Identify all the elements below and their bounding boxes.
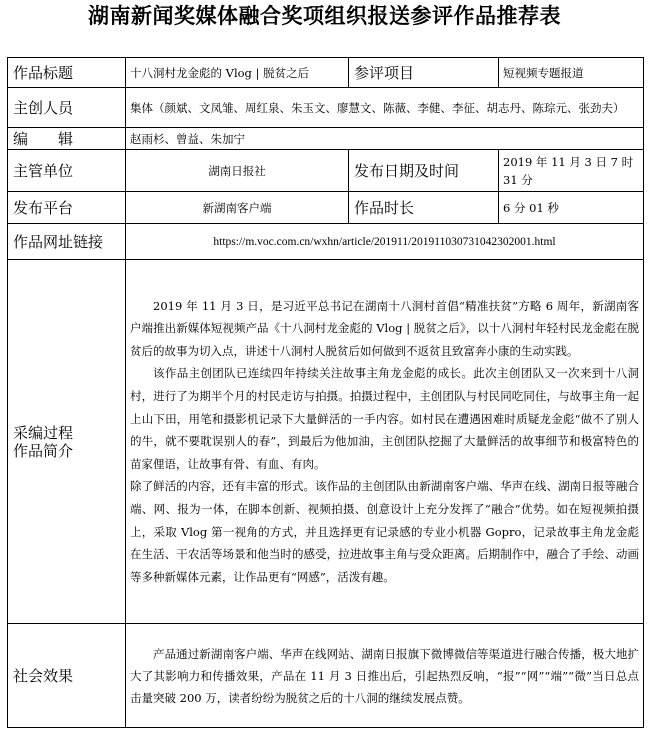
process-label	[8, 260, 126, 624]
process-text	[126, 260, 644, 624]
process-paragraph-1: 2019 年 11 月 3 日，是习近平总书记在湖南十八洞村首倡“精准扶贫”方略 6 周年，新湖南客户端推出新媒体短视频产品《十八洞村龙金彪的 Vlog | 脱贫之后》，以十八洞村年轻村民龙金彪在脱贫后的故事为切入点，讲述十八洞村人脱贫后如何做到不返贫且致富奔小康的生动实践。	[130, 298, 639, 358]
platform-label: 发布平台	[8, 192, 126, 224]
url-label: 作品网址链接	[8, 224, 126, 260]
publish-time-label: 发布日期及时间	[349, 150, 499, 192]
category-label: 参评项目	[349, 58, 499, 88]
effect-label: 社会效果	[8, 624, 126, 728]
row-editors	[8, 128, 644, 150]
process-label-line1: 采编过程	[13, 423, 74, 442]
process-paragraph-2: 该作品主创团队已连续四年持续关注故事主角龙金彪的成长。此次主创团队又一次来到十八洞村，进行了为期半个月的村民走访与拍摄。拍摄过程中，主创团队与村民同吃同住，与故事主角一起上山下田，用笔和摄影机记录下大量鲜活的一手内容。如村民在遭遇困难时质疑龙金彪“做不了别人的牛，就不要耽误别人的春”，到最后为他加油，主创团队挖掘了大量鲜活的故事细节和极富特色的苗家俚语，让故事有骨、有血、有肉。	[130, 366, 639, 471]
creators-value: 集体（颜斌、文凤雏、周红泉、朱玉文、廖慧文、陈薇、李健、李征、胡志丹、陈琮元、张劲夫）	[126, 88, 644, 128]
effect-paragraph: 产品通过新湖南客户端、华声在线网站、湖南日报旗下微博微信等渠道进行融合传播，极大地扩大了其影响力和传播效果，产品在 11 月 3 日推出后，引起热烈反响，“报”“网”“端”“微”当日总点击量突破 200 万，读者纷纷为脱贫之后的十八洞的继续发展点赞。	[130, 646, 639, 705]
category-value: 短视频专题报道	[499, 58, 644, 88]
work-title-label: 作品标题	[8, 58, 126, 88]
row-creators	[8, 88, 644, 128]
work-title-value: 十八洞村龙金彪的 Vlog | 脱贫之后	[126, 58, 349, 88]
recommendation-form	[7, 57, 644, 728]
row-work-title	[8, 58, 644, 88]
url-value: https://m.voc.com.cn/wxhn/article/201911/201911030731042302001.html	[126, 224, 644, 260]
row-platform	[8, 192, 644, 224]
organizer-value: 湖南日报社	[126, 150, 349, 192]
process-label-line2: 作品简介	[13, 441, 74, 460]
process-paragraph-3: 除了鲜活的内容，还有丰富的形式。该作品的主创团队由新湖南客户端、华声在线、湖南日报等融合端、网、报为一体，在脚本创新、视频拍摄、创意设计上充分发挥了“融合”优势。如在短视频拍摄上，采取 Vlog 第一视角的方式，并且选择更有记录感的专业小机器 Gopro，记录故事主角龙金彪在生活、干农活等场景和他当时的感受，拉进故事主角与受众距离。后期制作中，融合了手绘、动画等多种新媒体元素，让作品更有“网感”，活泼有趣。	[130, 479, 639, 584]
row-url	[8, 224, 644, 260]
row-organizer	[8, 150, 644, 192]
editors-label: 编 辑	[8, 128, 126, 150]
platform-value: 新湖南客户端	[126, 192, 349, 224]
row-process	[8, 260, 644, 624]
page-title: 湖南新闻奖媒体融合奖项组织报送参评作品推荐表	[88, 4, 561, 28]
creators-label: 主创人员	[8, 88, 126, 128]
editors-value: 赵雨杉、曾益、朱加宁	[126, 128, 644, 150]
publish-time-value: 2019 年 11 月 3 日 7 时 31 分	[499, 150, 644, 192]
duration-value: 6 分 01 秒	[499, 192, 644, 224]
effect-text	[126, 624, 644, 728]
organizer-label: 主管单位	[8, 150, 126, 192]
row-effect	[8, 624, 644, 728]
duration-label: 作品时长	[349, 192, 499, 224]
